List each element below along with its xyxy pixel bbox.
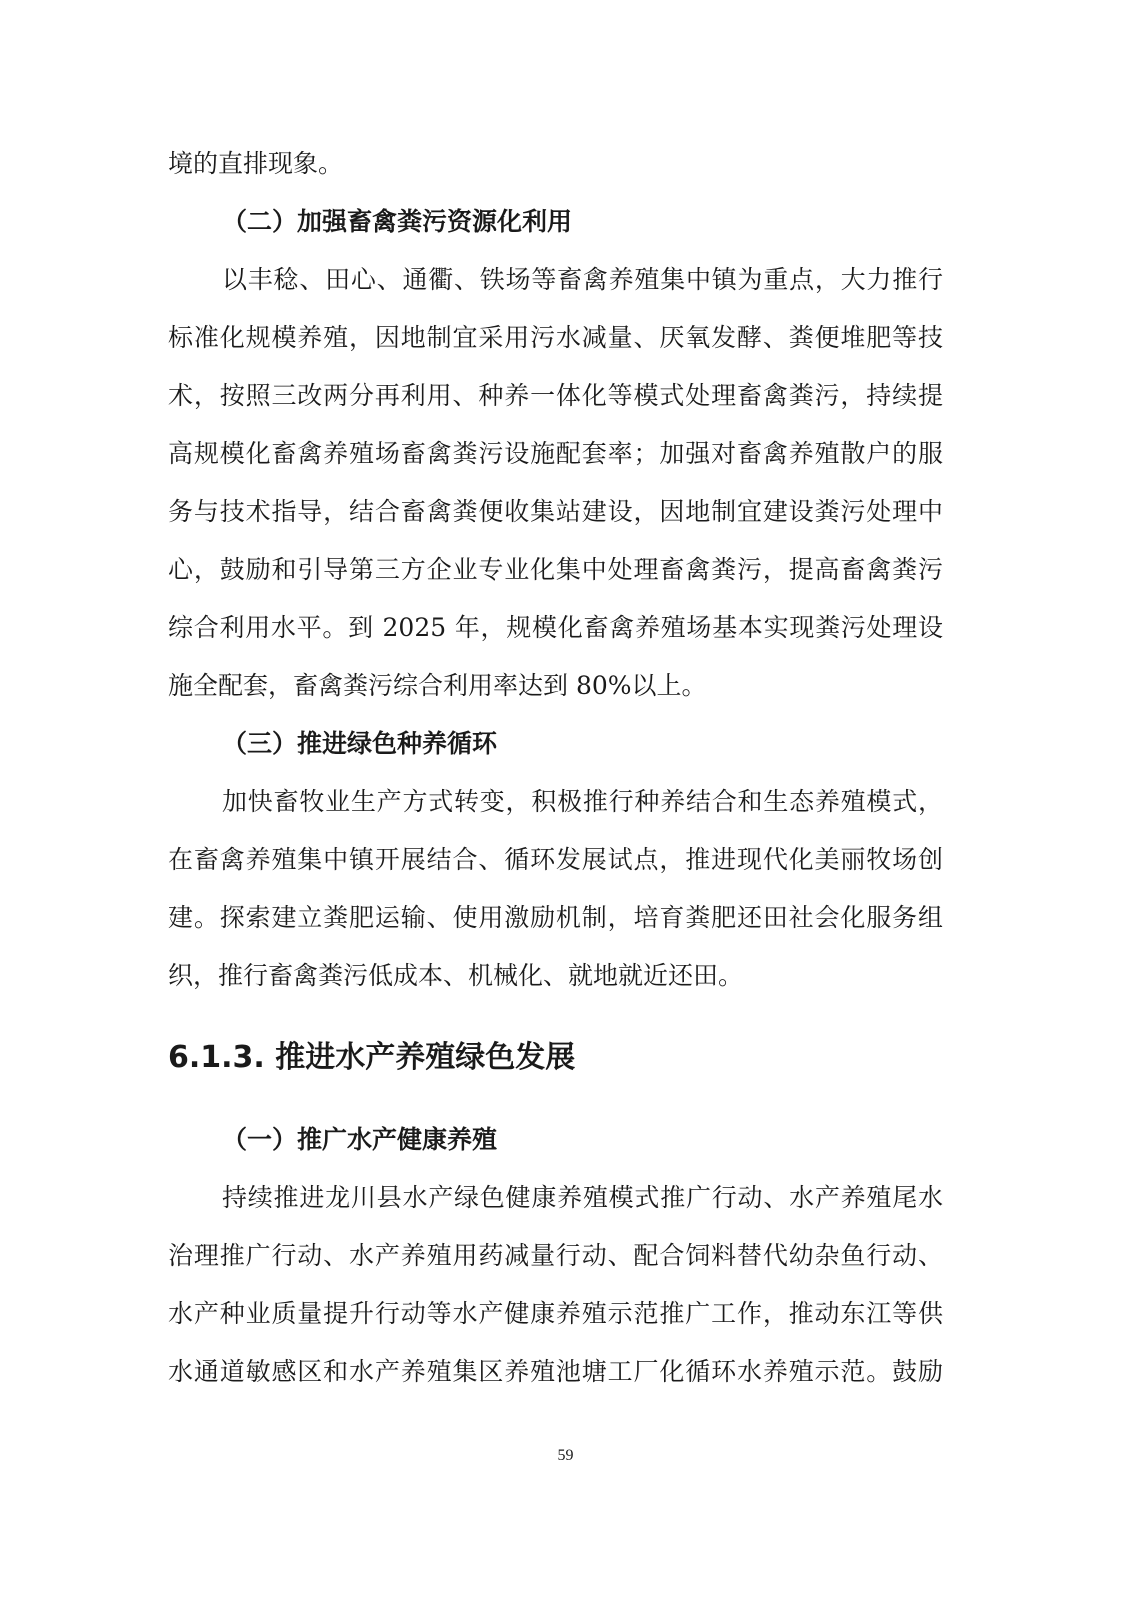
- paragraph-line: 加快畜牧业生产方式转变，积极推行种养结合和生态养殖模式，: [222, 787, 943, 816]
- page-number: 59: [557, 1447, 574, 1464]
- paragraph-line: 务与技术指导，结合畜禽粪便收集站建设，因地制宜建设粪污处理中: [168, 497, 943, 526]
- subsection-heading-1: （一）推广水产健康养殖: [222, 1125, 498, 1154]
- paragraph-line: 以丰稔、田心、通衢、铁场等畜禽养殖集中镇为重点，大力推行: [222, 265, 943, 294]
- paragraph-line: 织，推行畜禽粪污低成本、机械化、就地就近还田。: [168, 961, 744, 990]
- paragraph-line: 治理推广行动、水产养殖用药减量行动、配合饲料替代幼杂鱼行动、: [168, 1241, 943, 1270]
- paragraph-line: 高规模化畜禽养殖场畜禽粪污设施配套率；加强对畜禽养殖散户的服: [168, 439, 943, 468]
- section-heading: 6.1.3. 推进水产养殖绿色发展: [168, 1040, 576, 1075]
- paragraph-line: 水产种业质量提升行动等水产健康养殖示范推广工作，推动东江等供: [168, 1299, 943, 1328]
- paragraph-line: 术，按照三改两分再利用、种养一体化等模式处理畜禽粪污，持续提: [168, 381, 943, 410]
- paragraph-line: 心，鼓励和引导第三方企业专业化集中处理畜禽粪污，提高畜禽粪污: [168, 555, 943, 584]
- paragraph-line: 综合利用水平。到 2025 年，规模化畜禽养殖场基本实现粪污处理设: [168, 613, 943, 642]
- paragraph-line: 建。探索建立粪肥运输、使用激励机制，培育粪肥还田社会化服务组: [168, 903, 943, 932]
- paragraph-line: 施全配套，畜禽粪污综合利用率达到 80%以上。: [168, 671, 707, 700]
- paragraph-line: 标准化规模养殖，因地制宜采用污水减量、厌氧发酵、粪便堆肥等技: [168, 323, 943, 352]
- subsection-heading-2: （二）加强畜禽粪污资源化利用: [222, 207, 573, 236]
- paragraph-line: 在畜禽养殖集中镇开展结合、循环发展试点，推进现代化美丽牧场创: [168, 845, 943, 874]
- paragraph-line: 持续推进龙川县水产绿色健康养殖模式推广行动、水产养殖尾水: [222, 1183, 943, 1212]
- paragraph-line: 境的直排现象。: [168, 149, 344, 178]
- subsection-heading-3: （三）推进绿色种养循环: [222, 729, 498, 758]
- paragraph-line: 水通道敏感区和水产养殖集区养殖池塘工厂化循环水养殖示范。鼓励: [168, 1357, 943, 1386]
